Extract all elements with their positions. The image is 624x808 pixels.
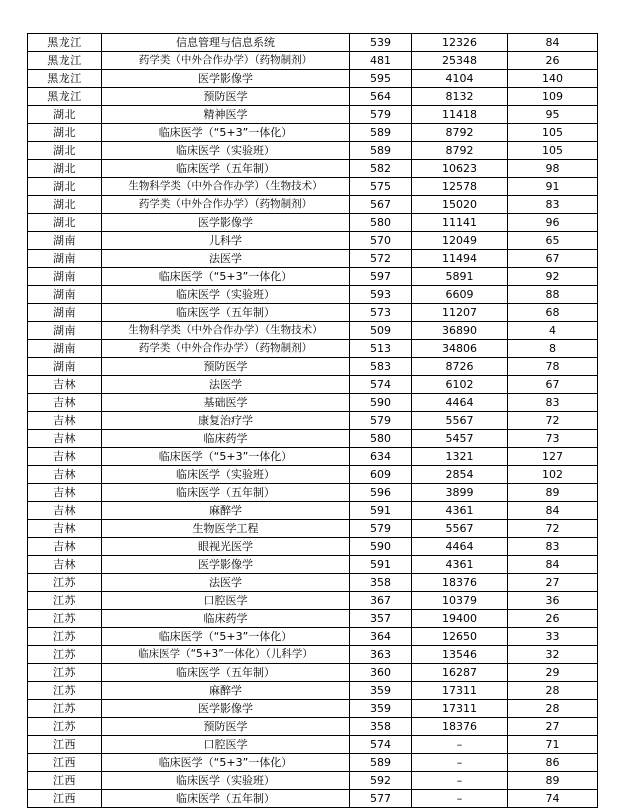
cell-rank: 15020 [412,196,508,214]
table-row [28,772,598,790]
cell-count: 86 [508,754,598,772]
cell-score: 358 [350,718,412,736]
cell-province: 江西 [28,772,102,790]
cell-score: 577 [350,790,412,808]
cell-rank: 17311 [412,700,508,718]
cell-count: 105 [508,124,598,142]
cell-count: 4 [508,322,598,340]
cell-major: 预防医学 [102,88,350,106]
cell-rank: 17311 [412,682,508,700]
cell-score: 592 [350,772,412,790]
cell-rank: 3899 [412,484,508,502]
cell-count: 84 [508,502,598,520]
cell-province: 江西 [28,736,102,754]
cell-major: 生物科学类（中外合作办学）（生物技术） [102,178,350,196]
cell-rank: 8792 [412,124,508,142]
cell-score: 634 [350,448,412,466]
cell-rank: 4104 [412,70,508,88]
table-row [28,520,598,538]
table-row [28,484,598,502]
cell-score: 589 [350,754,412,772]
cell-major: 生物科学类（中外合作办学）（生物技术） [102,322,350,340]
table-row [28,592,598,610]
cell-rank: 5457 [412,430,508,448]
cell-score: 573 [350,304,412,322]
cell-rank: 25348 [412,52,508,70]
cell-province: 吉林 [28,412,102,430]
table-row [28,52,598,70]
cell-score: 481 [350,52,412,70]
table-row [28,610,598,628]
cell-rank: 18376 [412,574,508,592]
cell-major: 药学类（中外合作办学）（药物制剂） [102,340,350,358]
cell-province: 江苏 [28,682,102,700]
cell-province: 湖北 [28,178,102,196]
cell-province: 吉林 [28,376,102,394]
cell-rank: 19400 [412,610,508,628]
cell-count: 89 [508,772,598,790]
cell-count: 26 [508,610,598,628]
cell-count: 109 [508,88,598,106]
cell-rank: – [412,754,508,772]
cell-rank: 5567 [412,520,508,538]
cell-score: 590 [350,538,412,556]
cell-province: 江苏 [28,718,102,736]
cell-province: 湖北 [28,124,102,142]
table-row [28,574,598,592]
cell-province: 湖北 [28,196,102,214]
cell-count: 83 [508,394,598,412]
cell-count: 102 [508,466,598,484]
cell-score: 567 [350,196,412,214]
cell-province: 吉林 [28,520,102,538]
cell-rank: 13546 [412,646,508,664]
cell-count: 71 [508,736,598,754]
cell-count: 95 [508,106,598,124]
table-row [28,664,598,682]
cell-province: 吉林 [28,502,102,520]
table-row [28,106,598,124]
cell-province: 江苏 [28,610,102,628]
cell-rank: 34806 [412,340,508,358]
table-row [28,124,598,142]
table-row [28,340,598,358]
cell-score: 579 [350,520,412,538]
table-row [28,160,598,178]
table-row [28,196,598,214]
table-row [28,268,598,286]
cell-major: 医学影像学 [102,214,350,232]
cell-major: 预防医学 [102,358,350,376]
cell-province: 吉林 [28,430,102,448]
cell-major: 基础医学 [102,394,350,412]
cell-rank: 12049 [412,232,508,250]
cell-score: 580 [350,214,412,232]
cell-province: 湖南 [28,322,102,340]
table-row [28,70,598,88]
admission-score-table [27,33,598,808]
table-body [28,34,598,808]
cell-province: 黑龙江 [28,34,102,52]
cell-score: 595 [350,70,412,88]
cell-score: 579 [350,106,412,124]
cell-rank: 36890 [412,322,508,340]
table-row [28,556,598,574]
cell-major: 临床医学（五年制） [102,484,350,502]
cell-count: 32 [508,646,598,664]
cell-count: 105 [508,142,598,160]
table-row [28,700,598,718]
cell-score: 597 [350,268,412,286]
cell-province: 吉林 [28,394,102,412]
cell-major: 精神医学 [102,106,350,124]
table-row [28,286,598,304]
cell-major: 临床医学（五年制） [102,664,350,682]
cell-major: 医学影像学 [102,700,350,718]
cell-major: 法医学 [102,574,350,592]
cell-count: 91 [508,178,598,196]
cell-major: 儿科学 [102,232,350,250]
cell-count: 140 [508,70,598,88]
cell-score: 357 [350,610,412,628]
table-row [28,322,598,340]
cell-count: 33 [508,628,598,646]
cell-score: 593 [350,286,412,304]
cell-rank: 5567 [412,412,508,430]
cell-score: 591 [350,556,412,574]
cell-score: 589 [350,142,412,160]
cell-province: 黑龙江 [28,52,102,70]
table-row [28,754,598,772]
cell-major: 临床医学（实验班） [102,286,350,304]
table-row [28,502,598,520]
cell-score: 539 [350,34,412,52]
cell-rank: – [412,790,508,808]
cell-score: 574 [350,736,412,754]
cell-province: 江苏 [28,628,102,646]
cell-major: 临床医学（“5+3”一体化） [102,628,350,646]
cell-count: 127 [508,448,598,466]
table-row [28,466,598,484]
cell-province: 江苏 [28,574,102,592]
table-row [28,250,598,268]
cell-count: 67 [508,376,598,394]
cell-major: 临床医学（五年制） [102,304,350,322]
cell-major: 法医学 [102,376,350,394]
cell-province: 湖南 [28,340,102,358]
cell-major: 临床医学（五年制） [102,790,350,808]
cell-count: 28 [508,682,598,700]
table-row [28,646,598,664]
cell-count: 26 [508,52,598,70]
cell-province: 江苏 [28,700,102,718]
cell-major: 临床药学 [102,430,350,448]
cell-province: 湖南 [28,232,102,250]
cell-count: 84 [508,556,598,574]
cell-province: 江苏 [28,646,102,664]
cell-score: 359 [350,700,412,718]
cell-province: 江苏 [28,592,102,610]
cell-count: 8 [508,340,598,358]
cell-count: 98 [508,160,598,178]
cell-rank: 4361 [412,502,508,520]
cell-count: 36 [508,592,598,610]
cell-rank: 2854 [412,466,508,484]
cell-province: 湖北 [28,106,102,124]
table-row [28,178,598,196]
cell-rank: 12650 [412,628,508,646]
cell-score: 570 [350,232,412,250]
cell-major: 生物医学工程 [102,520,350,538]
cell-rank: 10623 [412,160,508,178]
cell-rank: 18376 [412,718,508,736]
cell-major: 预防医学 [102,718,350,736]
cell-province: 吉林 [28,484,102,502]
cell-province: 湖北 [28,214,102,232]
cell-score: 580 [350,430,412,448]
cell-major: 临床医学（“5+3”一体化） [102,124,350,142]
cell-province: 吉林 [28,556,102,574]
table-row [28,142,598,160]
cell-rank: 1321 [412,448,508,466]
cell-major: 口腔医学 [102,736,350,754]
table-row [28,430,598,448]
cell-province: 江西 [28,790,102,808]
table-row [28,88,598,106]
cell-count: 83 [508,196,598,214]
cell-score: 582 [350,160,412,178]
cell-rank: 12578 [412,178,508,196]
cell-count: 27 [508,574,598,592]
cell-major: 临床药学 [102,610,350,628]
cell-score: 509 [350,322,412,340]
table-row [28,358,598,376]
cell-rank: 8792 [412,142,508,160]
cell-major: 临床医学（“5+3”一体化） [102,754,350,772]
cell-score: 564 [350,88,412,106]
cell-major: 临床医学（“5+3”一体化）（儿科学） [102,646,350,664]
cell-major: 麻醉学 [102,682,350,700]
cell-province: 吉林 [28,538,102,556]
cell-rank: 12326 [412,34,508,52]
cell-province: 湖南 [28,358,102,376]
cell-major: 口腔医学 [102,592,350,610]
cell-count: 96 [508,214,598,232]
cell-score: 575 [350,178,412,196]
cell-rank: 8132 [412,88,508,106]
cell-rank: 11418 [412,106,508,124]
cell-count: 74 [508,790,598,808]
cell-rank: – [412,772,508,790]
cell-major: 康复治疗学 [102,412,350,430]
cell-major: 医学影像学 [102,70,350,88]
cell-score: 359 [350,682,412,700]
cell-score: 367 [350,592,412,610]
cell-province: 湖南 [28,304,102,322]
table-row [28,412,598,430]
cell-rank: 8726 [412,358,508,376]
cell-score: 358 [350,574,412,592]
cell-rank: – [412,736,508,754]
cell-province: 黑龙江 [28,88,102,106]
cell-rank: 11141 [412,214,508,232]
cell-major: 临床医学（实验班） [102,466,350,484]
cell-score: 591 [350,502,412,520]
table-row [28,304,598,322]
cell-rank: 11207 [412,304,508,322]
cell-major: 临床医学（五年制） [102,160,350,178]
cell-score: 513 [350,340,412,358]
cell-province: 江西 [28,754,102,772]
cell-rank: 4361 [412,556,508,574]
table-row [28,736,598,754]
cell-rank: 11494 [412,250,508,268]
cell-count: 78 [508,358,598,376]
cell-major: 临床医学（“5+3”一体化） [102,448,350,466]
cell-score: 579 [350,412,412,430]
cell-count: 73 [508,430,598,448]
cell-major: 临床医学（实验班） [102,142,350,160]
cell-count: 65 [508,232,598,250]
cell-province: 湖北 [28,160,102,178]
cell-score: 574 [350,376,412,394]
cell-major: 信息管理与信息系统 [102,34,350,52]
table-row [28,718,598,736]
cell-major: 眼视光医学 [102,538,350,556]
cell-major: 临床医学（“5+3”一体化） [102,268,350,286]
cell-score: 590 [350,394,412,412]
cell-score: 583 [350,358,412,376]
cell-rank: 16287 [412,664,508,682]
table-row [28,214,598,232]
cell-count: 89 [508,484,598,502]
cell-score: 572 [350,250,412,268]
cell-rank: 6102 [412,376,508,394]
cell-count: 67 [508,250,598,268]
cell-province: 湖南 [28,268,102,286]
cell-rank: 5891 [412,268,508,286]
cell-province: 江苏 [28,664,102,682]
cell-count: 29 [508,664,598,682]
cell-rank: 10379 [412,592,508,610]
table-row [28,790,598,808]
table-row [28,34,598,52]
table-row [28,628,598,646]
cell-major: 医学影像学 [102,556,350,574]
table-row [28,232,598,250]
cell-major: 药学类（中外合作办学）（药物制剂） [102,196,350,214]
table-row [28,376,598,394]
cell-province: 湖南 [28,286,102,304]
cell-count: 68 [508,304,598,322]
cell-count: 83 [508,538,598,556]
table-row [28,394,598,412]
cell-major: 麻醉学 [102,502,350,520]
cell-score: 363 [350,646,412,664]
cell-province: 吉林 [28,466,102,484]
table-row [28,448,598,466]
table-row [28,538,598,556]
cell-count: 92 [508,268,598,286]
table-row [28,682,598,700]
cell-major: 临床医学（实验班） [102,772,350,790]
cell-count: 28 [508,700,598,718]
cell-rank: 4464 [412,538,508,556]
cell-count: 27 [508,718,598,736]
cell-major: 法医学 [102,250,350,268]
cell-score: 364 [350,628,412,646]
cell-rank: 6609 [412,286,508,304]
cell-province: 吉林 [28,448,102,466]
cell-count: 88 [508,286,598,304]
cell-score: 589 [350,124,412,142]
cell-count: 72 [508,520,598,538]
cell-score: 596 [350,484,412,502]
cell-major: 药学类（中外合作办学）（药物制剂） [102,52,350,70]
cell-province: 湖南 [28,250,102,268]
cell-province: 湖北 [28,142,102,160]
cell-count: 72 [508,412,598,430]
cell-score: 609 [350,466,412,484]
cell-rank: 4464 [412,394,508,412]
cell-count: 84 [508,34,598,52]
cell-score: 360 [350,664,412,682]
cell-province: 黑龙江 [28,70,102,88]
